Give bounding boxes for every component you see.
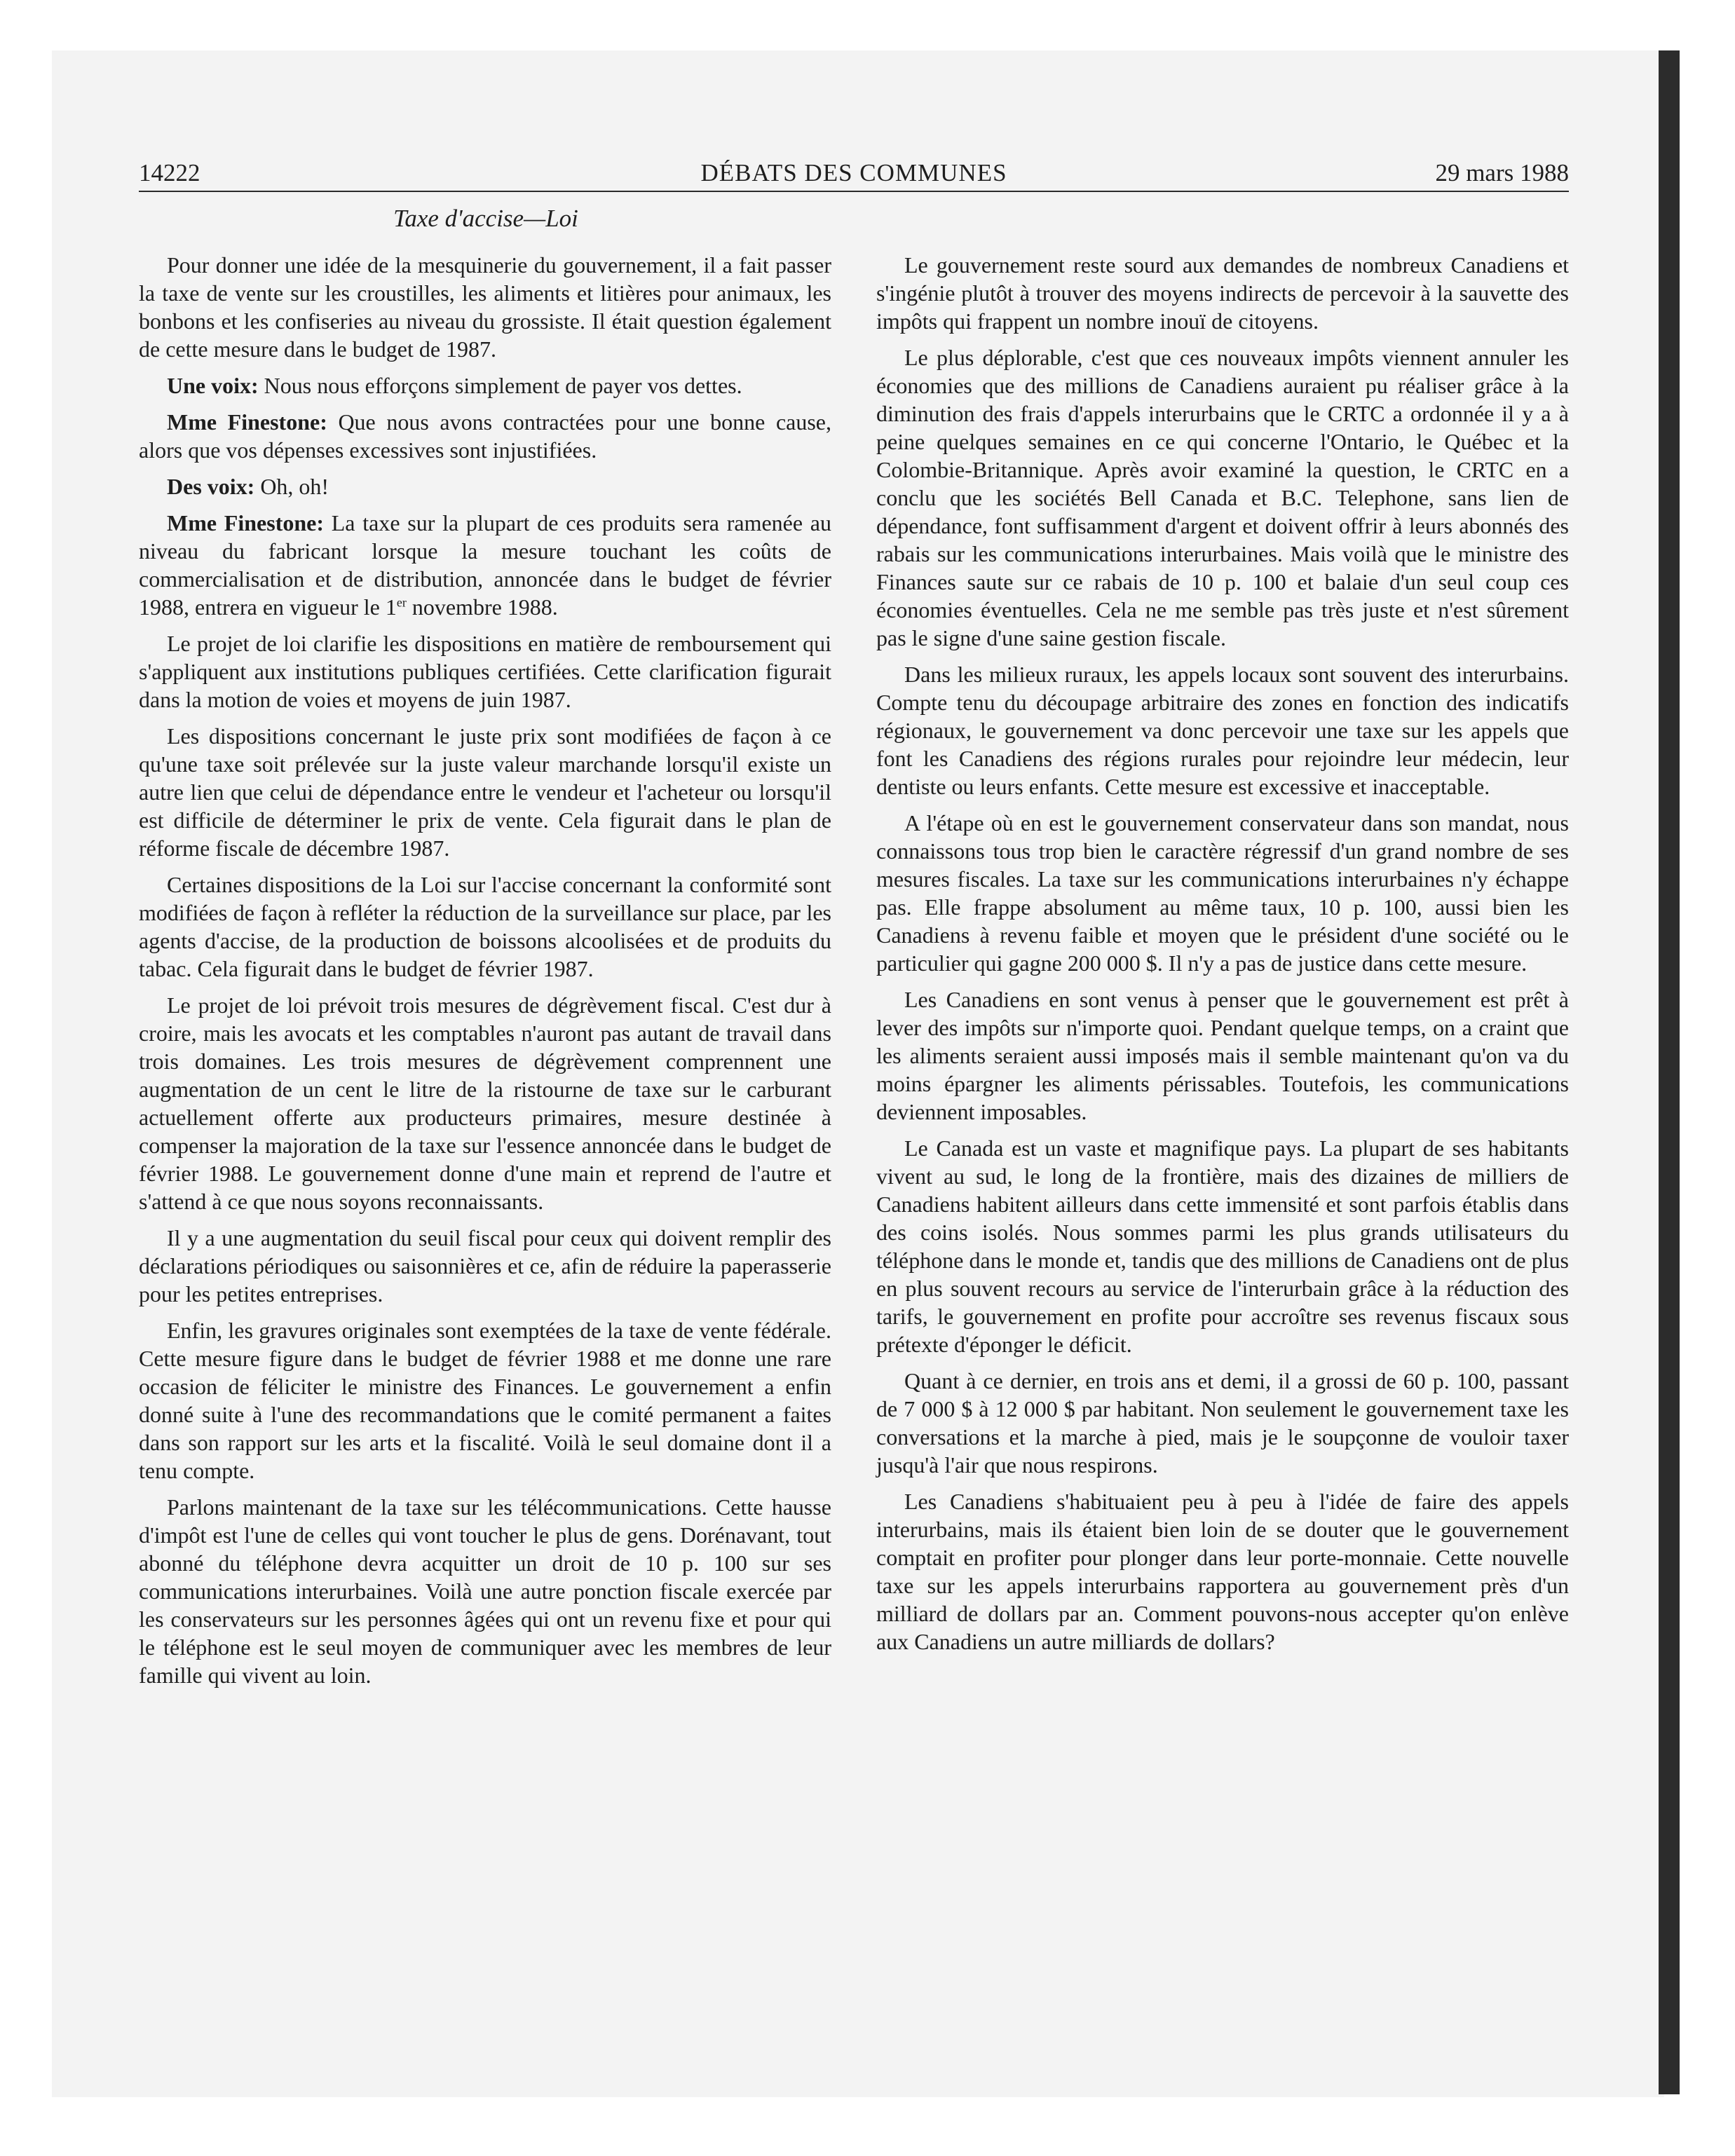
- journal-title: DÉBATS DES COMMUNES: [700, 159, 1007, 186]
- paragraph: [139, 371, 831, 400]
- paragraph-text: Il y a une augmentation du seuil fiscal pour ceux qui doivent remplir des déclarations périodiques ou saisonnières et ce, afin de réduire la paperasserie pour les petites entreprises.: [139, 1225, 831, 1306]
- page-header: [139, 156, 1569, 192]
- paragraph: [139, 509, 831, 621]
- paragraph: [139, 629, 831, 714]
- paragraph: [876, 1487, 1569, 1656]
- paragraph: [139, 1316, 831, 1485]
- paragraph: [139, 722, 831, 862]
- paragraph-text: Le gouvernement reste sourd aux demandes de nombreux Canadiens et s'ingénie plutôt à trouver des moyens indirects de percevoir à la sauvette des impôts qui frappent un nombre inouï de citoyens.: [876, 252, 1569, 334]
- paragraph: [139, 1493, 831, 1689]
- paragraph-text: Les Canadiens s'habituaient peu à peu à l'idée de faire des appels interurbains, mais ils étaient bien loin de se douter que le gouvernement comptait en profiter pour plonger dans leur porte-monnaie. Cette nouvelle taxe sur les appels interurbains rapportera au gouvernement près d'un milliard de dollars par an. Comment pouvons-nous accepter qu'on enlève aux Canadiens un autre milliards de dollars?: [876, 1489, 1569, 1654]
- paragraph: [139, 472, 831, 500]
- paragraph: [139, 408, 831, 464]
- paragraph-text: Le Canada est un vaste et magnifique pays. La plupart de ses habitants vivent au sud, le long de la frontière, mais des dizaines de milliers de Canadiens habitent ailleurs dans cette immensité et sont parfois établis dans des coins isolés. Nous sommes parmi les plus grands utilisateurs du téléphone dans le monde et, tandis que des millions de Canadiens ont de plus en plus souvent recours au service de l'interurbain grâce à la réduction des tarifs, le gouvernement en profite pour accroître ses revenus fiscaux sous prétexte d'éponger le déficit.: [876, 1135, 1569, 1357]
- paragraph: [139, 871, 831, 983]
- paragraph: [876, 1367, 1569, 1479]
- superscript: er: [396, 595, 407, 610]
- paragraph: [876, 660, 1569, 800]
- paragraph: [139, 1224, 831, 1308]
- paragraph-text: A l'étape où en est le gouvernement conservateur dans son mandat, nous connaissons tous trop bien le caractère régressif d'un grand nombre de ses mesures fiscales. La taxe sur les communications interurbaines n'y échappe pas. Elle frappe absolument au même taux, 10 p. 100, aussi bien les Canadiens à revenu faible et moyen que le président d'une société ou le particulier qui gagne 200 000 $. Il n'y a pas de justice dans cette mesure.: [876, 810, 1569, 976]
- scan-edge-bar: [1659, 50, 1680, 2094]
- paragraph: [139, 251, 831, 363]
- paragraph: [876, 343, 1569, 652]
- paragraph: [876, 809, 1569, 977]
- paragraph: [876, 251, 1569, 335]
- paragraph-text: Le projet de loi prévoit trois mesures de dégrèvement fiscal. C'est dur à croire, mais les avocats et les comptables n'auront pas autant de travail dans trois domaines. Les trois mesures de dégrèvement comprennent une augmentation de un cent le litre de la ristourne de taxe sur le carburant actuellement offerte aux producteurs primaires, mesure destinée à compenser la majoration de la taxe sur l'essence annoncée dans le budget de février 1988. Le gouvernement donne d'une main et reprend de l'autre et s'attend à ce que nous soyons reconnaissants.: [139, 992, 831, 1214]
- paragraph-text: Le projet de loi clarifie les dispositions en matière de remboursement qui s'appliquent aux institutions publiques certifiées. Cette clarification figurait dans la motion de voies et moyens de juin 1987.: [139, 631, 831, 712]
- page-number: 14222: [139, 159, 200, 186]
- paragraph-text: Quant à ce dernier, en trois ans et demi, il a grossi de 60 p. 100, passant de 7 000 $ à 12 000 $ par habitant. Non seulement le gouvernement taxe les conversations et la marche à pied, mais je le soupçonne de vouloir taxer jusqu'à l'air que nous respirons.: [876, 1368, 1569, 1478]
- paragraph: [139, 991, 831, 1215]
- paragraph-text: Oh, oh!: [254, 474, 329, 499]
- speaker-name: Mme Finestone:: [167, 409, 327, 435]
- speaker-name: Une voix:: [167, 373, 259, 398]
- paragraph-text: Parlons maintenant de la taxe sur les télécommunications. Cette hausse d'impôt est l'une de celles qui vont toucher le plus de gens. Dorénavant, tout abonné du téléphone devra acquitter un droit de 10 p. 100 sur ses communications interurbaines. Voilà une autre ponction fiscale exercée par les conservateurs sur les personnes âgées qui ont un revenu fixe et pour qui le téléphone est le seul moyen de communiquer avec les membres de leur famille qui vivent au loin.: [139, 1494, 831, 1688]
- paragraph-text: novembre 1988.: [406, 594, 558, 620]
- page-date: 29 mars 1988: [1435, 159, 1569, 186]
- paragraph-text: Que nous avons contractées pour une bonne cause, alors que vos dépenses excessives sont injustifiées.: [139, 409, 832, 463]
- speaker-name: Des voix:: [167, 474, 255, 499]
- running-title: Taxe d'accise—Loi: [393, 205, 578, 232]
- paragraph-text: Le plus déplorable, c'est que ces nouveaux impôts viennent annuler les économies que des millions de Canadiens auraient pu réaliser grâce à la diminution des frais d'appels interurbains que le CRTC a ordonnée il y a à peine quelques semaines en ce qui concerne l'Ontario, le Québec et la Colombie-Britannique. Après avoir examiné la question, le CRTC en a conclu que les sociétés Bell Canada et B.C. Telephone, sans lien de dépendance, font suffisamment d'argent et doivent offrir à leurs abonnés des rabais sur les communications interurbaines. Mais voilà que le ministre des Finances saute sur ce rabais de 10 p. 100 et balaie d'un seul coup ces économies éventuelles. Cela ne me semble pas très juste et n'est sûrement pas le signe d'une saine gestion fiscale.: [876, 345, 1569, 650]
- paragraph-text: Les dispositions concernant le juste prix sont modifiées de façon à ce qu'une taxe soit prélevée sur la juste valeur marchande lorsqu'il existe un autre lien que celui de dépendance entre le vendeur et l'acheteur ou lorsqu'il est difficile de déterminer le prix de vente. Cela figurait dans le plan de réforme fiscale de décembre 1987.: [139, 723, 831, 861]
- right-column: [876, 251, 1569, 1664]
- paragraph: [876, 985, 1569, 1126]
- paragraph-text: Les Canadiens en sont venus à penser que le gouvernement est prêt à lever des impôts sur n'importe quoi. Pendant quelque temps, on a craint que les aliments seraient aussi imposés mais il semble maintenant qu'on va du moins épargner les aliments périssables. Toutefois, les communications deviennent imposables.: [876, 987, 1569, 1124]
- left-column: [139, 251, 831, 1698]
- paragraph: [876, 1134, 1569, 1358]
- speaker-name: Mme Finestone:: [167, 510, 324, 535]
- paragraph-text: La taxe sur la plupart de ces produits sera ramenée au niveau du fabricant lorsque la mesure touchant les coûts de commercialisation et de distribution, annoncée dans le budget de février 1988, entrera en vigueur le 1: [139, 510, 831, 620]
- paragraph-text: Enfin, les gravures originales sont exemptées de la taxe de vente fédérale. Cette mesure figure dans le budget de février 1988 et me donne une rare occasion de féliciter le ministre des Finances. Le gouvernement a enfin donné suite à l'une des recommandations que le comité permanent a faites dans son rapport sur les arts et la fiscalité. Voilà le seul domaine dont il a tenu compte.: [139, 1318, 831, 1483]
- paragraph-text: Certaines dispositions de la Loi sur l'accise concernant la conformité sont modifiées de façon à refléter la réduction de la surveillance sur place, par les agents d'accise, de la production de boissons alcoolisées et de produits du tabac. Cela figurait dans le budget de février 1987.: [139, 872, 831, 981]
- paragraph-text: Pour donner une idée de la mesquinerie du gouvernement, il a fait passer la taxe de vente sur les croustilles, les aliments et litières pour animaux, les bonbons et les confiseries au niveau du grossiste. Il était question également de cette mesure dans le budget de 1987.: [139, 252, 831, 362]
- paragraph-text: Dans les milieux ruraux, les appels locaux sont souvent des interurbains. Compte tenu du découpage arbitraire des zones en fonction des indicatifs régionaux, le gouvernement va donc percevoir une taxe sur les appels que font les Canadiens des régions rurales pour rejoindre leur médecin, leur dentiste ou leurs enfants. Cette mesure est excessive et inacceptable.: [876, 662, 1569, 799]
- paragraph-text: Nous nous efforçons simplement de payer vos dettes.: [258, 373, 742, 398]
